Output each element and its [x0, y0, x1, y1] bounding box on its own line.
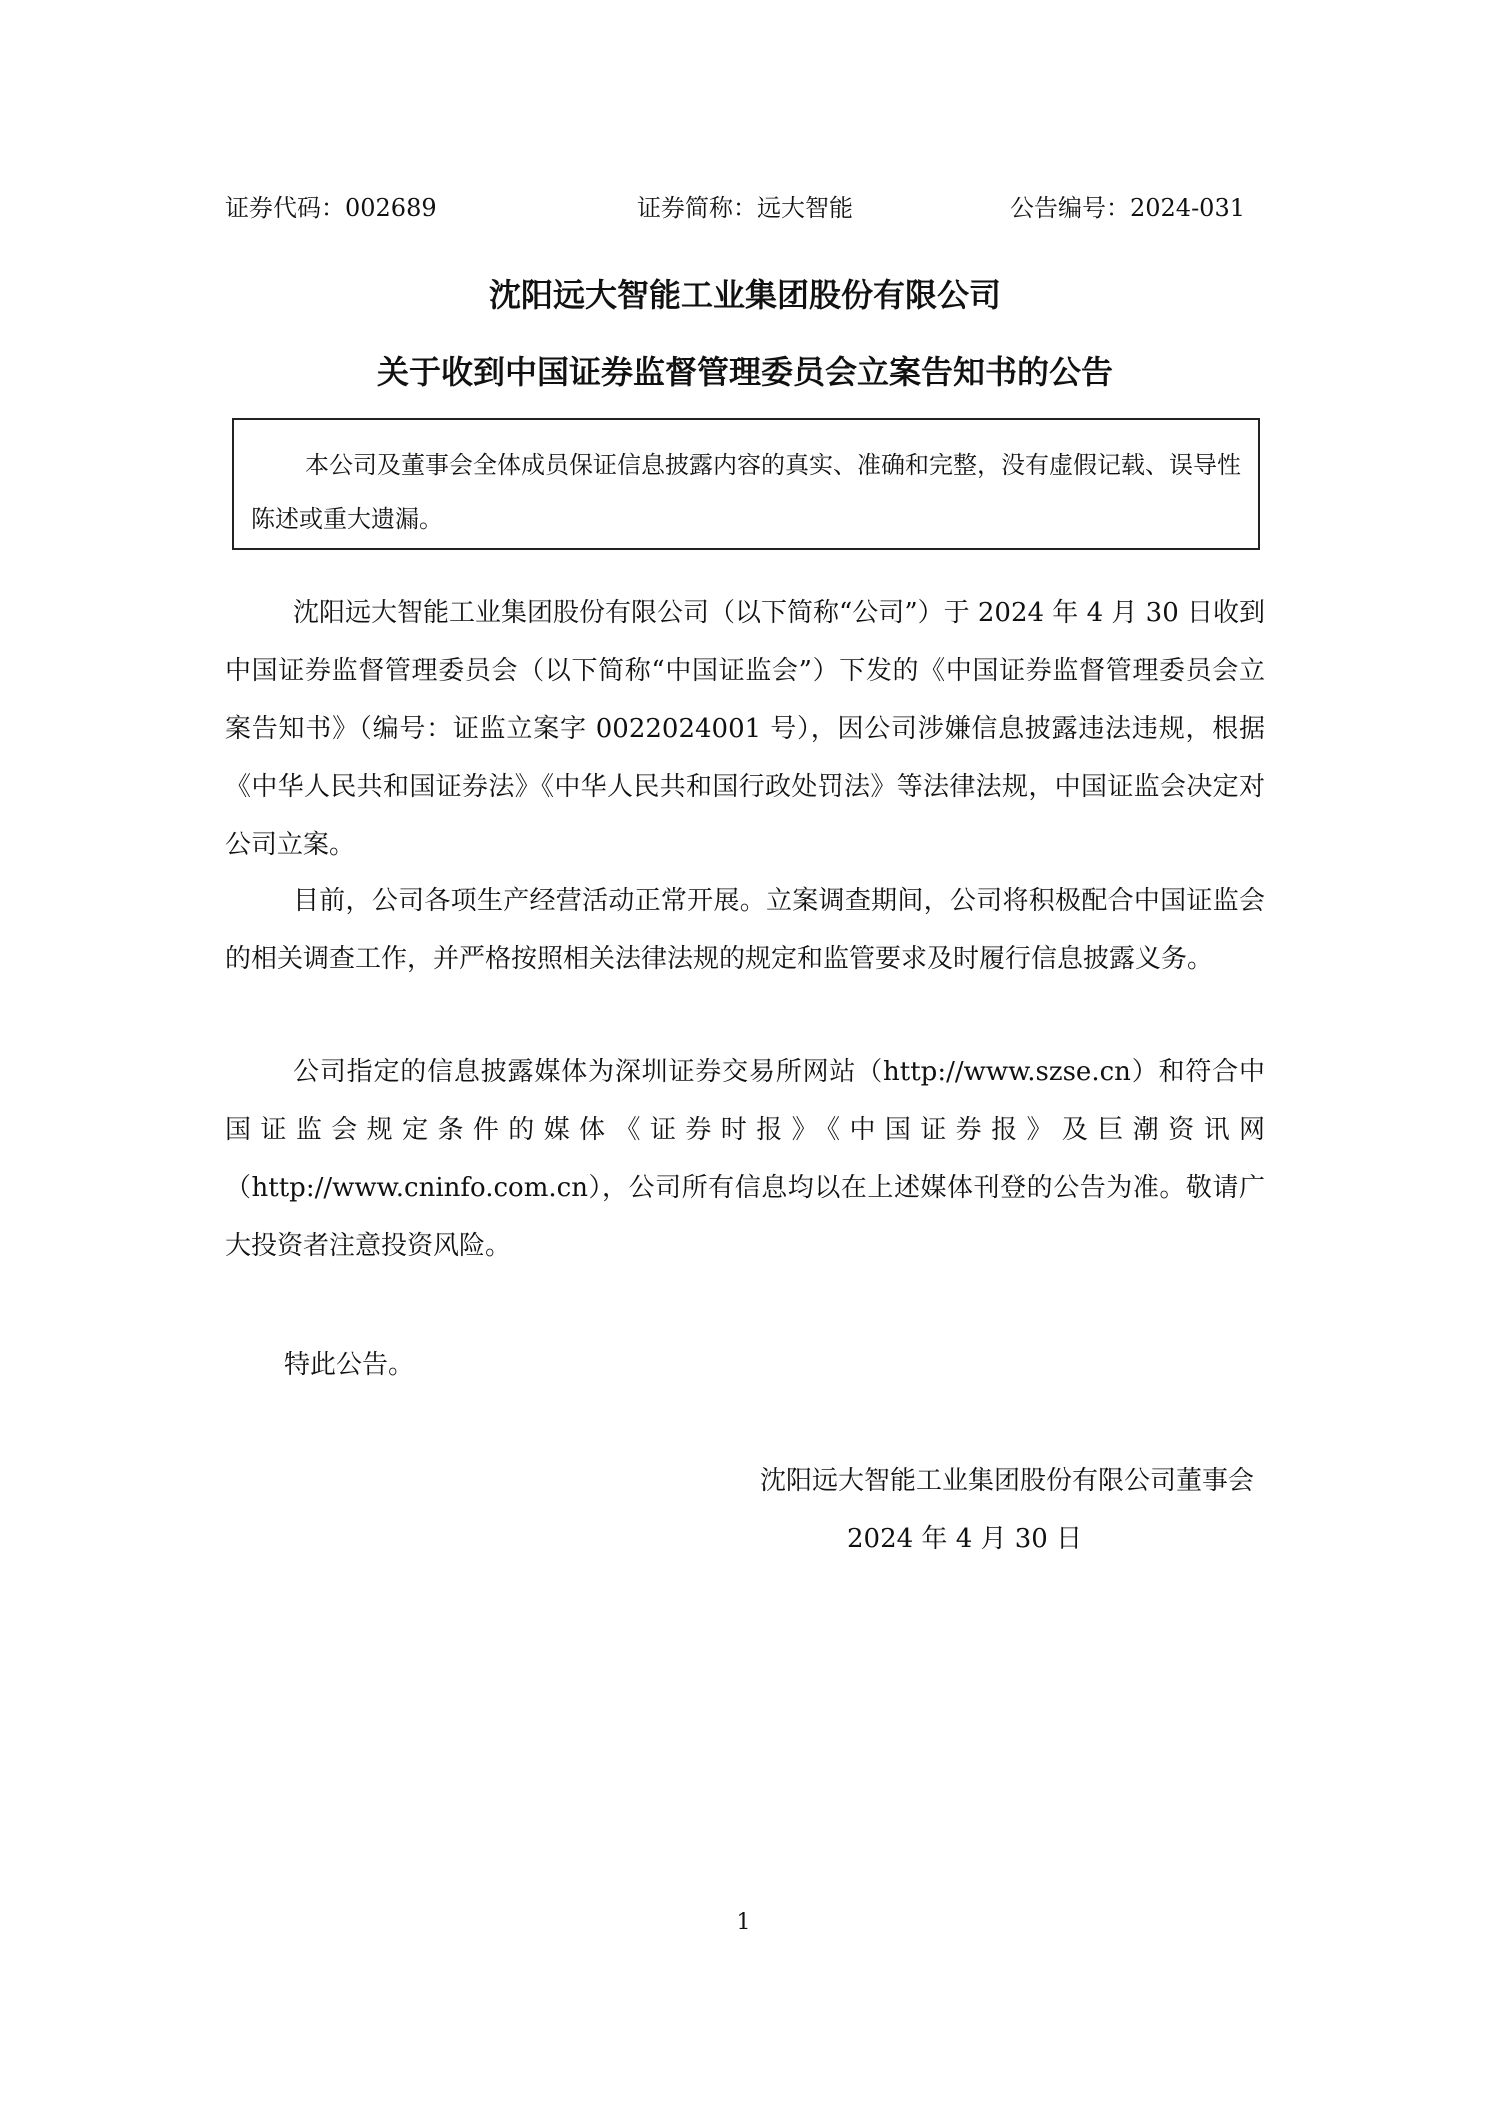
- company-title: 沈阳远大智能工业集团股份有限公司: [488, 276, 1001, 314]
- closing-remark: 特此公告。: [284, 1350, 415, 1380]
- signature-date: 2024 年 4 月 30 日: [847, 1524, 1083, 1554]
- signature-org: 沈阳远大智能工业集团股份有限公司董事会: [759, 1466, 1254, 1496]
- announcement-title: 关于收到中国证券监督管理委员会立案告知书的公告: [376, 353, 1113, 391]
- disclaimer-box: [232, 418, 1260, 550]
- page-number: 1: [736, 1910, 751, 1935]
- body-paragraph: 公司指定的信息披露媒体为深圳证券交易所网站（http://www.szse.cn）和符合中国证监会规定条件的媒体《证券时报》《中国证券报》及巨潮资讯网（http://www.cninfo.com.cn），公司所有信息均以在上述媒体刊登的公告为准。敬请广大投资者注意投资风险。: [225, 1057, 1265, 1261]
- announcement-number: 公告编号：2024-031: [1010, 194, 1245, 222]
- disclaimer-text: 本公司及董事会全体成员保证信息披露内容的真实、准确和完整，没有虚假记载、误导性陈述或重大遗漏。: [251, 451, 1241, 533]
- body-paragraph: 沈阳远大智能工业集团股份有限公司（以下简称“公司”）于 2024 年 4 月 30 日收到中国证券监督管理委员会（以下简称“中国证监会”）下发的《中国证券监督管理委员会立案告知书》（编号：证监立案字 0022024001 号），因公司涉嫌信息披露违法违规，根据《中华人民共和国证券法》《中华人民共和国行政处罚法》等法律法规，中国证监会决定对公司立案。: [225, 598, 1265, 860]
- stock-abbreviation: 证券简称：远大智能: [637, 194, 853, 222]
- announcement-header: [225, 188, 1245, 228]
- body-paragraph: 目前，公司各项生产经营活动正常开展。立案调查期间，公司将积极配合中国证监会的相关调查工作，并严格按照相关法律法规的规定和监管要求及时履行信息披露义务。: [225, 886, 1265, 974]
- stock-code: 证券代码：002689: [225, 194, 437, 222]
